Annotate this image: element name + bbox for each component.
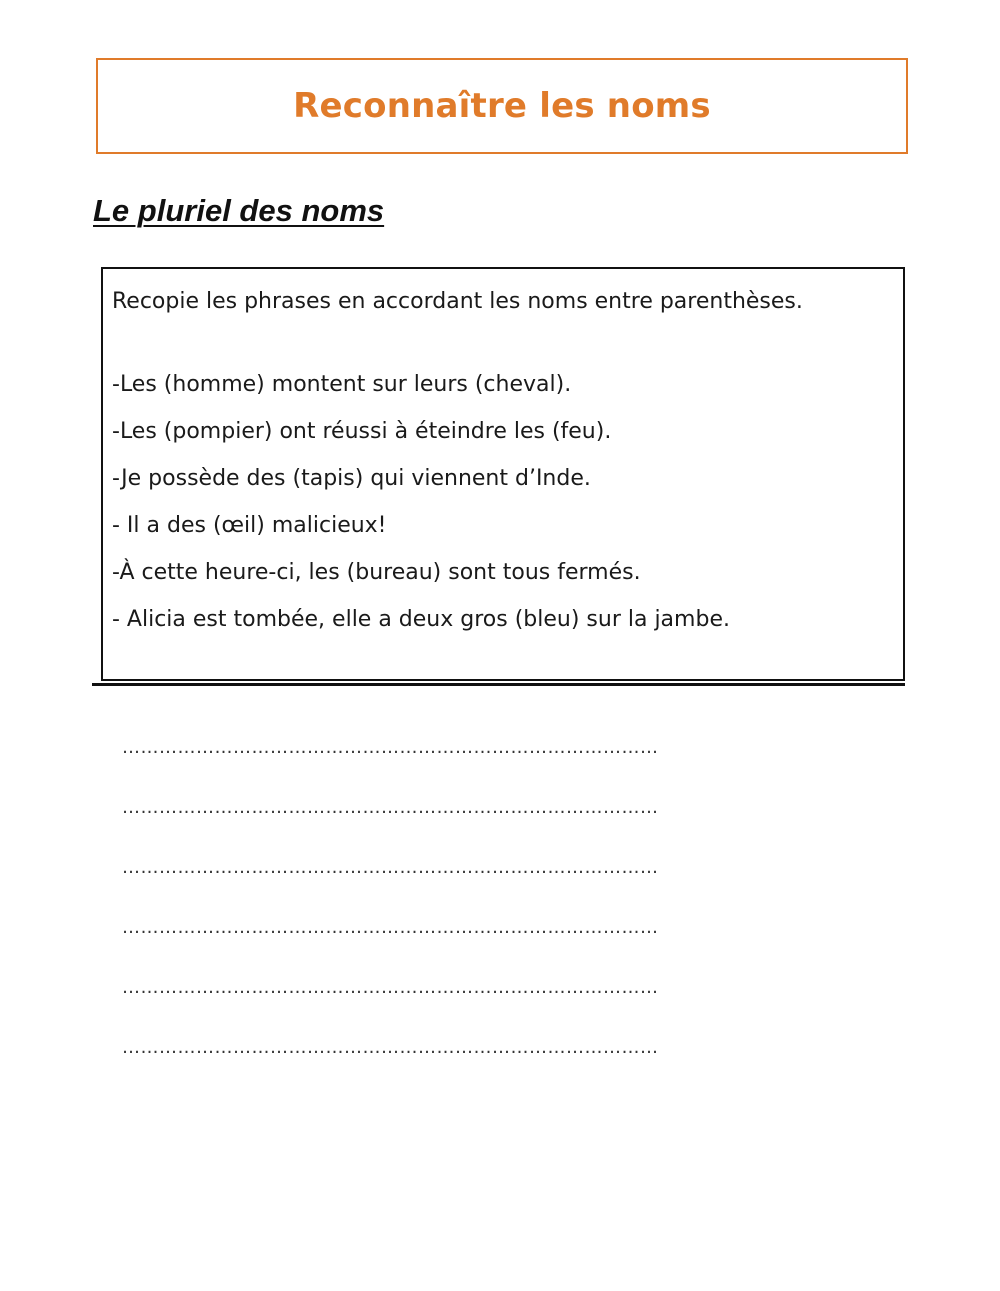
exercise-box	[101, 267, 905, 681]
answer-line: ……………………………………………………………………………	[122, 737, 659, 758]
sentence-item: -À cette heure-ci, les (bureau) sont tous fermés.	[112, 560, 641, 585]
sentence-item: - Alicia est tombée, elle a deux gros (bleu) sur la jambe.	[112, 607, 730, 632]
title-box	[96, 58, 908, 154]
answer-lines	[122, 718, 862, 1078]
sentence-item: -Les (homme) montent sur leurs (cheval).	[112, 372, 572, 397]
answer-line: ……………………………………………………………………………	[122, 1037, 659, 1058]
sentence-list	[112, 361, 730, 643]
sentence-item: - Il a des (œil) malicieux!	[112, 513, 387, 538]
page-title: Reconnaître les noms	[293, 86, 711, 126]
answer-line: ……………………………………………………………………………	[122, 977, 659, 998]
sentence-item: -Les (pompier) ont réussi à éteindre les (feu).	[112, 419, 612, 444]
section-heading: Le pluriel des noms	[93, 193, 385, 228]
separator-line	[92, 683, 905, 686]
answer-line: ……………………………………………………………………………	[122, 917, 659, 938]
sentence-item: -Je possède des (tapis) qui viennent d’Inde.	[112, 466, 591, 491]
exercise-instruction: Recopie les phrases en accordant les noms entre parenthèses.	[112, 289, 803, 314]
answer-line: ……………………………………………………………………………	[122, 797, 659, 818]
answer-line: ……………………………………………………………………………	[122, 857, 659, 878]
